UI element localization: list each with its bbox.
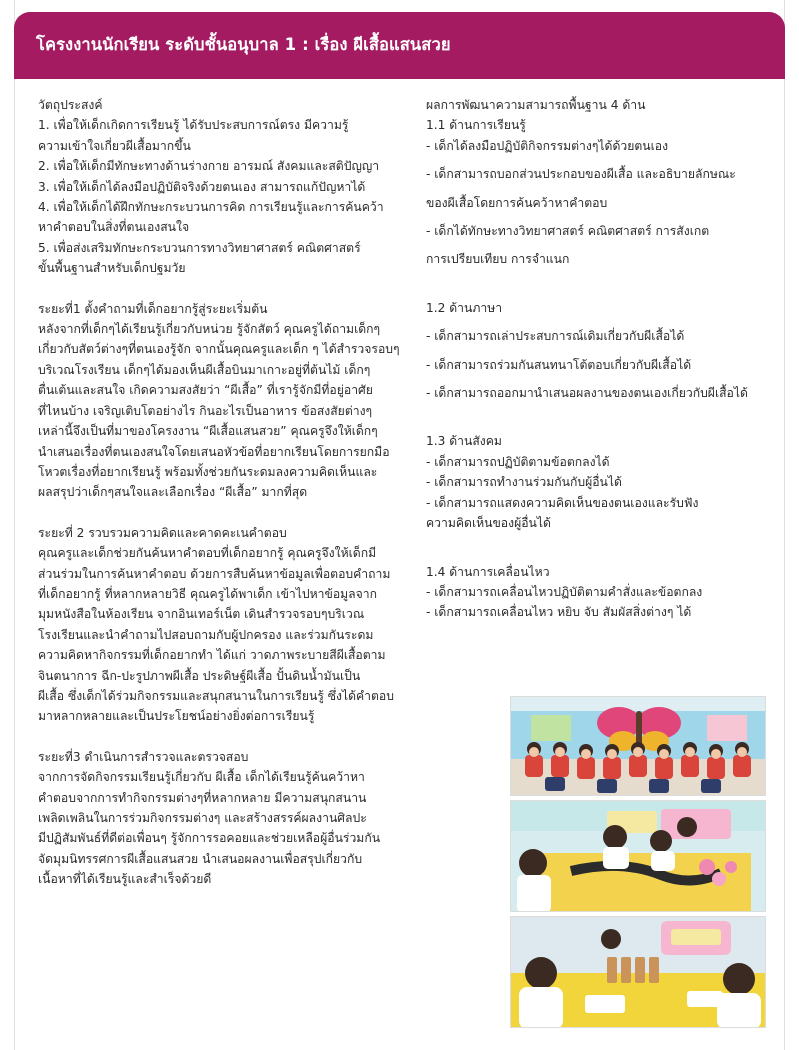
painting-activity-photo <box>510 916 766 1028</box>
phase3-line: จัดมุมนิทรรศการผีเสื้อแสนสวย นำเสนอผลงานเพื่อสรุปเกี่ยวกับ <box>38 851 363 866</box>
language-line: - เด็กสามารถเล่าประสบการณ์เดิมเกี่ยวกับผีเสื้อได้ <box>426 329 685 344</box>
phase3-line: จากการจัดกิจกรรมเรียนรู้เกี่ยวกับ ผีเสื้อ เด็กได้เรียนรู้ค้นคว้าหา <box>38 770 365 785</box>
phase3-section <box>38 747 400 890</box>
phase2-line: คุณครูและเด็กช่วยกันค้นหาคำตอบที่เด็กอยากรู้ คุณครูจึงให้เด็กมี <box>38 546 377 561</box>
phase1-line: ที่ไหนบ้าง เจริญเติบโตอย่างไร กินอะไรเป็นอาหาร ข้อสงสัยต่างๆ <box>38 403 373 418</box>
phase2-heading: ระยะที่ 2 รวบรวมความคิดและคาดคะเนคำตอบ <box>38 525 287 540</box>
objective-line: หาคำตอบในสิ่งที่ตนเองสนใจ <box>38 220 190 235</box>
phase1-line: นำเสนอเรื่องที่ตนเองสนใจโดยเสนอหัวข้อที่อยากเรียนโดยการยกมือ <box>38 444 390 459</box>
phase2-line: ที่เด็กอยากรู้ ที่หลากหลายวิธี คุณครูได้พาเด็ก เข้าไปหาข้อมูลจาก <box>38 586 378 601</box>
phase3-line: มีปฏิสัมพันธ์ที่ดีต่อเพื่อนๆ รู้จักการรอคอยและช่วยเหลือผู้อื่นร่วมกัน <box>38 831 381 846</box>
phase3-line: คำตอบจากการทำกิจกรรมต่างๆที่หลากหลาย มีความสนุกสนาน <box>38 790 367 805</box>
language-section <box>426 298 774 404</box>
phase1-line: เหล่านี้จึงเป็นที่มาของโครงงาน “ผีเสื้อแสนสวย” คุณครูจึงให้เด็กๆ <box>38 424 378 439</box>
phase1-heading: ระยะที่1 ตั้งคำถามที่เด็กอยากรู้สู่ระยะเริ่มต้น <box>38 301 268 316</box>
header-bar <box>14 12 785 79</box>
social-line: ความคิดเห็นของผู้อื่นได้ <box>426 516 551 531</box>
photo-collage <box>510 696 766 1028</box>
objective-line: 5. เพื่อส่งเสริมทักษะกระบวนการทางวิทยาศาสตร์ คณิตศาสตร์ <box>38 240 361 255</box>
right-column <box>426 95 774 623</box>
objective-line: 1. เพื่อให้เด็กเกิดการเรียนรู้ ได้รับประสบการณ์ตรง มีความรู้ <box>38 118 349 133</box>
development-heading: ผลการพัฒนาความสามารถพื้นฐาน 4 ด้าน <box>426 98 646 112</box>
phase2-line: ผีเสื้อ ซึ่งเด็กได้ร่วมกิจกรรมและสนุกสนานในการเรียนรู้ ซึ่งได้คำตอบ <box>38 688 394 703</box>
social-heading: 1.3 ด้านสังคม <box>426 434 502 449</box>
left-column <box>38 95 400 890</box>
phase1-line: หลังจากที่เด็กๆได้เรียนรู้เกี่ยวกับหน่วย รู้จักสัตว์ คุณครูได้ถามเด็กๆ <box>38 322 381 337</box>
objective-line: ความเข้าใจเกี่ยวผีเสื้อมากขึ้น <box>38 138 191 153</box>
phase2-line: ส่วนร่วมในการค้นหาคำตอบ ด้วยการสืบค้นหาข้อมูลเพื่อตอบคำถาม <box>38 566 391 581</box>
social-section <box>426 431 774 533</box>
phase2-line: มุมหนังสือในห้องเรียน จากอินเทอร์เน็ต เดินสำรวจรอบๆบริเวณ <box>38 607 365 622</box>
movement-section <box>426 562 774 623</box>
social-line: - เด็กสามารถแสดงความคิดเห็นของตนเองและรับฟัง <box>426 495 699 510</box>
objectives-section <box>38 95 400 279</box>
learning-line: การเปรียบเทียบ การจำแนก <box>426 252 570 267</box>
learning-line: ของผีเสื้อโดยการค้นคว้าหาคำตอบ <box>426 195 608 210</box>
phase1-line: บริเวณโรงเรียน เด็กๆได้มองเห็นผีเสื้อบินมาเกาะอยู่ที่ต้นไม้ เด็กๆ <box>38 362 371 377</box>
phase1-line: ตื่นเต้นและสนใจ เกิดความสงสัยว่า “ผีเสื้อ” ที่เรารู้จักมีที่อยู่อาศัย <box>38 383 373 398</box>
movement-line: - เด็กสามารถเคลื่อนไหวปฏิบัติตามคำสั่งและข้อตกลง <box>426 584 703 599</box>
craft-activity-photo <box>510 800 766 912</box>
objective-line: 4. เพื่อให้เด็กได้ฝึกทักษะกระบวนการคิด การเรียนรู้และการค้นคว้า <box>38 200 384 215</box>
learning-line: - เด็กได้ลงมือปฏิบัติกิจกรรมต่างๆได้ด้วยตนเอง <box>426 138 669 153</box>
movement-heading: 1.4 ด้านการเคลื่อนไหว <box>426 564 550 579</box>
objective-line: 3. เพื่อให้เด็กได้ลงมือปฏิบัติจริงด้วยตนเอง สามารถแก้ปัญหาได้ <box>38 179 366 194</box>
phase1-line: ผลสรุปว่าเด็กๆสนใจและเลือกเรื่อง “ผีเสื้อ” มากที่สุด <box>38 485 308 500</box>
phase2-line: จินตนาการ ฉีก-ปะรูปภาพผีเสื้อ ประดิษฐ์ผีเสื้อ ปั้นดินน้ำมันเป็น <box>38 668 361 683</box>
learning-section <box>426 115 774 269</box>
objective-line: ขั้นพื้นฐานสำหรับเด็กปฐมวัย <box>38 261 186 276</box>
group-photo <box>510 696 766 796</box>
phase3-heading: ระยะที่3 ดำเนินการสำรวจและตรวจสอบ <box>38 749 249 764</box>
language-line: - เด็กสามารถออกมานำเสนอผลงานของตนเองเกี่ยวกับผีเสื้อได้ <box>426 386 748 401</box>
phase3-line: เนื้อหาที่ได้เรียนรู้และสำเร็จด้วยดี <box>38 872 212 887</box>
social-line: - เด็กสามารถปฏิบัติตามข้อตกลงได้ <box>426 454 610 469</box>
learning-line: - เด็กได้ทักษะทางวิทยาศาสตร์ คณิตศาสตร์ การสังเกต <box>426 224 710 239</box>
page-title: โครงงานนักเรียน ระดับชั้นอนุบาล 1 : เรื่อง ผีเสื้อแสนสวย <box>36 35 451 54</box>
phase2-line: มาหลากหลายและเป็นประโยชน์อย่างยิ่งต่อการเรียนรู้ <box>38 709 315 724</box>
objectives-heading: วัตถุประสงค์ <box>38 98 103 112</box>
phase2-line: โรงเรียนและนำคำถามไปสอบถามกับผู้ปกครอง และร่วมกันระดม <box>38 627 374 642</box>
phase2-section <box>38 523 400 727</box>
movement-line: - เด็กสามารถเคลื่อนไหว หยิบ จับ สัมผัสสิ่งต่างๆ ได้ <box>426 605 692 620</box>
language-line: - เด็กสามารถร่วมกันสนทนาโต้ตอบเกี่ยวกับผีเสื้อได้ <box>426 357 692 372</box>
phase1-line: โหวตเรื่องที่อยากเรียนรู้ พร้อมทั้งช่วยกันระดมลงความคิดเห็นและ <box>38 464 378 479</box>
learning-line: - เด็กสามารถบอกส่วนประกอบของผีเสื้อ และอธิบายลักษณะ <box>426 167 736 182</box>
phase1-section <box>38 299 400 503</box>
phase1-line: เกี่ยวกับสัตว์ต่างๆที่ตนเองรู้จัก จากนั้นคุณครูและเด็ก ๆ ได้สำรวจรอบๆ <box>38 342 400 357</box>
phase3-line: เพลิดเพลินในการร่วมกิจกรรมต่างๆ และสร้างสรรค์ผลงานศิลปะ <box>38 811 367 825</box>
phase2-line: ความคิดหากิจกรรมที่เด็กอยากทำ ได้แก่ วาดภาพระบายสีผีเสื้อตาม <box>38 648 386 663</box>
language-heading: 1.2 ด้านภาษา <box>426 300 503 315</box>
objective-line: 2. เพื่อให้เด็กมีทักษะทางด้านร่างกาย อารมณ์ สังคมและสติปัญญา <box>38 159 380 174</box>
learning-heading: 1.1 ด้านการเรียนรู้ <box>426 118 526 133</box>
social-line: - เด็กสามารถทำงานร่วมกันกับผู้อื่นได้ <box>426 475 622 490</box>
